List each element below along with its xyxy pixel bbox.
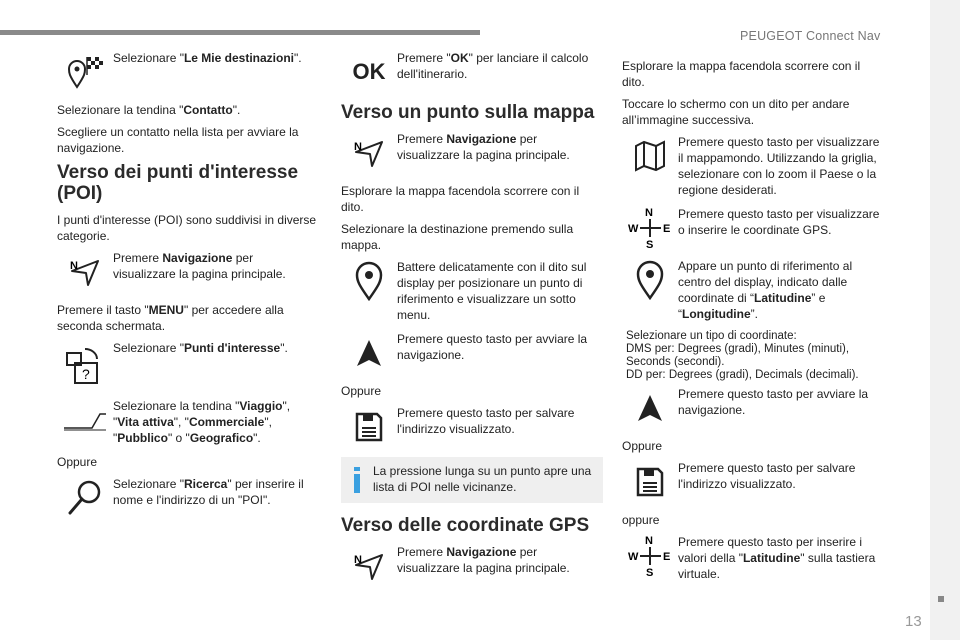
running-header: PEUGEOT Connect Nav (740, 29, 881, 43)
text-bold: Latitudine (742, 551, 801, 565)
text: ", " (173, 415, 189, 429)
step-text (678, 534, 884, 582)
step-text: Premere questo tasto per avviare la navigazione. (397, 332, 588, 362)
save-disk-icon (341, 405, 397, 449)
step-navigation (341, 131, 603, 175)
text: Selezionare " (113, 51, 184, 65)
text: Premere questo tasto per inserire i valori della " (678, 535, 863, 565)
start-navigation-icon (341, 331, 397, 375)
text: ". (232, 103, 241, 117)
text: Premere il tasto " (57, 303, 149, 317)
tab-icon (57, 398, 113, 442)
oppure-label: Oppure (341, 384, 382, 398)
text-bold: Navigazione (162, 251, 233, 265)
text-bold: Navigazione (446, 545, 517, 559)
step-text (113, 398, 319, 446)
paragraph: Scegliere un contatto nella lista per avviare la navigazione. (57, 125, 299, 155)
text: ”. (750, 307, 758, 321)
pin-flag-icon (57, 50, 113, 94)
step-text (113, 250, 319, 282)
start-navigation-icon (622, 386, 678, 430)
text: ". (293, 51, 302, 65)
info-icon (353, 467, 359, 497)
page-edge-strip (930, 0, 960, 640)
svg-text:N: N (354, 554, 362, 566)
step-text: Premere questo tasto per visualizzare il mappamondo. Utilizzando la griglia, selezionare con lo zoom il Paese o la regione desiderati. (678, 135, 880, 197)
oppure-label: Oppure (622, 439, 663, 453)
map-pin-icon (622, 258, 678, 302)
section-heading-gps: Verso delle coordinate GPS (341, 515, 590, 536)
step-save (341, 405, 603, 449)
info-note (341, 457, 603, 503)
paragraph: Toccare lo schermo con un dito per andare all’immagine successiva. (622, 97, 850, 127)
ok-button-icon (341, 50, 397, 94)
paragraph (57, 102, 319, 118)
step-my-destinations (57, 50, 319, 94)
step-globe (622, 134, 884, 198)
text: ", " (113, 399, 291, 429)
nav-arrow-icon (341, 544, 397, 588)
text: Premere (397, 132, 447, 146)
step-text (397, 50, 603, 82)
page-number: 13 (905, 613, 922, 630)
paragraph: DD per: Degrees (gradi), Decimals (decimali). (626, 369, 859, 381)
nav-arrow-icon (341, 131, 397, 175)
step-text: Battere delicatamente con il dito sul display per posizionare un punto di riferimento e visualizzare un sotto menu. (397, 260, 587, 322)
step-text: Premere questo tasto per salvare l'indirizzo visualizzato. (678, 461, 856, 491)
nav-arrow-icon (57, 250, 113, 294)
text: per visualizzare la pagina principale. (113, 251, 286, 281)
text-bold: Pubblico (117, 431, 168, 445)
text-bold: Punti d'interesse (183, 341, 281, 355)
step-pin (341, 259, 603, 323)
svg-text:N: N (354, 141, 362, 153)
text: Premere " (397, 51, 451, 65)
compass-n: N (645, 535, 653, 547)
compass-w: W (628, 551, 639, 563)
compass-n: N (645, 207, 653, 219)
text: " per lanciare il calcolo dell'itinerario. (397, 51, 589, 81)
compass-e: E (663, 223, 671, 235)
step-text: Premere questo tasto per salvare l'indirizzo visualizzato. (397, 406, 575, 436)
text: Selezionare " (113, 477, 184, 491)
text-bold: Contatto (183, 103, 233, 117)
paragraph: Esplorare la mappa facendola scorrere con il dito. (341, 184, 580, 214)
svg-text:?: ? (82, 366, 90, 382)
text-bold: Navigazione (446, 132, 517, 146)
compass-icon (622, 206, 678, 250)
step-text: Premere questo tasto per visualizzare o inserire le coordinate GPS. (678, 207, 880, 237)
text: per visualizzare la pagina principale. (397, 545, 570, 575)
folded-map-icon (622, 134, 678, 178)
compass-s: S (646, 239, 654, 250)
text: " sulla tastiera virtuale. (678, 551, 876, 581)
paragraph: Selezionare un tipo di coordinate: (626, 330, 797, 342)
text: ". (253, 431, 261, 445)
map-pin-icon (341, 259, 397, 303)
top-rule (0, 30, 480, 35)
text: ". (280, 341, 288, 355)
text-bold: Geografico (189, 431, 254, 445)
column-1 (57, 50, 319, 528)
step-text (113, 340, 319, 356)
compass-icon (622, 534, 678, 578)
text-bold: OK (450, 51, 469, 65)
step-text (113, 476, 319, 508)
paragraph (57, 302, 319, 334)
compass-s: S (646, 567, 654, 578)
step-search (57, 476, 319, 520)
text-bold: Longitudine (682, 307, 751, 321)
text: Appare un punto di riferimento al centro del display, indicato dalle coordinate di “ (678, 259, 853, 305)
step-category-tabs (57, 398, 319, 446)
paragraph: I punti d'interesse (POI) sono suddivisi in diverse categorie. (57, 213, 317, 243)
text-bold: Latitudine (754, 291, 812, 305)
step-gps (622, 206, 884, 250)
step-text: Premere questo tasto per avviare la navigazione. (678, 387, 869, 417)
paragraph: Esplorare la mappa facendola scorrere con il dito. (622, 59, 861, 89)
step-navigation (341, 544, 603, 588)
column-2 (341, 50, 603, 596)
text: Selezionare la tendina " (57, 103, 184, 117)
text-bold: Viaggio (239, 399, 283, 413)
magnifier-icon (57, 476, 113, 520)
step-ok (341, 50, 603, 94)
coordinate-types (626, 330, 884, 382)
text: " o " (167, 431, 190, 445)
step-text (397, 131, 603, 163)
save-disk-icon (622, 460, 678, 504)
oppure-label: Oppure (57, 455, 98, 469)
text-bold: Commerciale (188, 415, 265, 429)
step-start-nav (341, 331, 603, 375)
step-reference (622, 258, 884, 322)
text: ", " (113, 415, 272, 445)
text-bold: Vita attiva (117, 415, 174, 429)
step-text (113, 50, 319, 66)
text-bold: MENU (148, 303, 184, 317)
section-heading-map-point: Verso un punto sulla mappa (341, 102, 595, 123)
poi-category-icon (57, 340, 113, 390)
step-save (622, 460, 884, 504)
step-poi (57, 340, 319, 390)
svg-text:N: N (70, 260, 78, 272)
text: Selezionare la tendina " (113, 399, 240, 413)
text: Premere (113, 251, 163, 265)
text: per visualizzare la pagina principale. (397, 132, 570, 162)
ok-glyph: OK (352, 59, 386, 84)
compass-w: W (628, 223, 639, 235)
column-3 (622, 58, 884, 590)
oppure-label: oppure (622, 513, 660, 527)
paragraph: Selezionare la destinazione premendo sulla mappa. (341, 222, 574, 252)
section-marker (938, 596, 944, 602)
note-text: La pressione lunga su un punto apre una lista di POI nelle vicinanze. (373, 464, 592, 494)
step-navigation (57, 250, 319, 294)
text: " per accedere alla seconda schermata. (57, 303, 284, 333)
text-bold: Ricerca (183, 477, 228, 491)
text: " per inserire il nome e l'indirizzo di un "POI". (113, 477, 304, 507)
text: Selezionare " (113, 341, 184, 355)
step-text (397, 544, 603, 576)
text: ” e “ (678, 291, 826, 321)
text-bold: Le Mie destinazioni (183, 51, 294, 65)
step-enter-coords (622, 534, 884, 582)
compass-e: E (663, 551, 671, 563)
paragraph: DMS per: Degrees (gradi), Minutes (minuti), Seconds (secondi). (626, 343, 850, 368)
step-text (678, 258, 884, 322)
text: Premere (397, 545, 447, 559)
step-start-nav (622, 386, 884, 430)
section-heading-poi: Verso dei punti d'interesse (POI) (57, 162, 299, 204)
